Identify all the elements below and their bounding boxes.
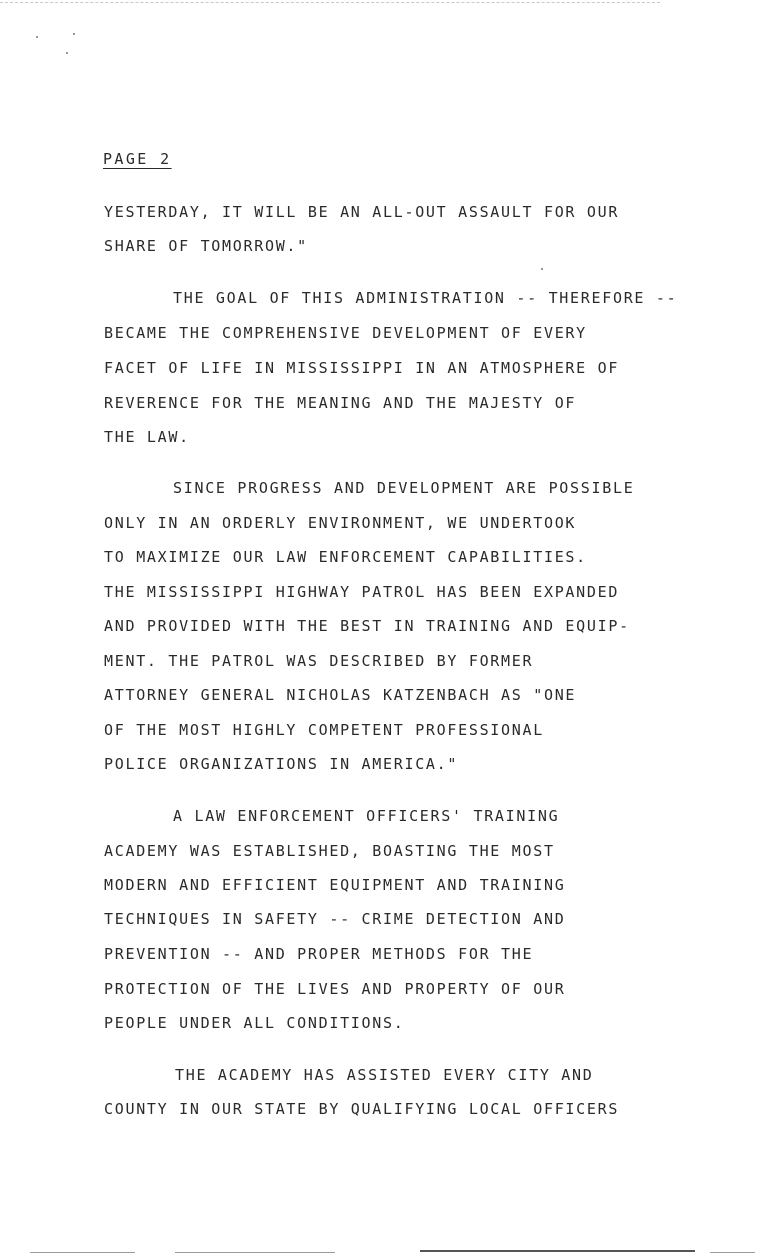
text-line: SINCE PROGRESS AND DEVELOPMENT ARE POSSIBLE [173, 479, 635, 497]
text-line: COUNTY IN OUR STATE BY QUALIFYING LOCAL OFFICERS [104, 1100, 620, 1118]
text-line: THE LAW. [104, 428, 190, 446]
bottom-scan-rule [175, 1252, 335, 1253]
top-edge-perforation [0, 2, 660, 3]
bottom-scan-rule [30, 1252, 135, 1253]
text-line: THE MISSISSIPPI HIGHWAY PATROL HAS BEEN EXPANDED [104, 583, 620, 601]
text-line: BECAME THE COMPREHENSIVE DEVELOPMENT OF EVERY [104, 324, 587, 342]
text-line: PREVENTION -- AND PROPER METHODS FOR THE [104, 945, 534, 963]
text-line: TO MAXIMIZE OUR LAW ENFORCEMENT CAPABILITIES. [104, 548, 587, 566]
text-line: THE GOAL OF THIS ADMINISTRATION -- THEREFORE -- [173, 289, 678, 307]
page-number-header: PAGE 2 [103, 150, 172, 168]
text-line: ACADEMY WAS ESTABLISHED, BOASTING THE MOST [104, 842, 555, 860]
bottom-scan-rule [710, 1252, 755, 1253]
text-line: ATTORNEY GENERAL NICHOLAS KATZENBACH AS "ONE [104, 686, 577, 704]
text-line: A LAW ENFORCEMENT OFFICERS' TRAINING [173, 807, 560, 825]
text-line: POLICE ORGANIZATIONS IN AMERICA." [104, 755, 459, 773]
text-line: SHARE OF TOMORROW." [104, 237, 308, 255]
text-line: ONLY IN AN ORDERLY ENVIRONMENT, WE UNDERTOOK [104, 514, 577, 532]
scan-speck [541, 268, 543, 270]
scan-speck [36, 36, 38, 38]
text-line: THE ACADEMY HAS ASSISTED EVERY CITY AND [175, 1066, 594, 1084]
text-line: PROTECTION OF THE LIVES AND PROPERTY OF OUR [104, 980, 566, 998]
text-line: MENT. THE PATROL WAS DESCRIBED BY FORMER [104, 652, 534, 670]
text-line: MODERN AND EFFICIENT EQUIPMENT AND TRAINING [104, 876, 566, 894]
text-line: OF THE MOST HIGHLY COMPETENT PROFESSIONAL [104, 721, 544, 739]
bottom-scan-rule [420, 1250, 695, 1252]
scan-speck [73, 33, 75, 35]
text-line: REVERENCE FOR THE MEANING AND THE MAJESTY OF [104, 394, 577, 412]
text-line: YESTERDAY, IT WILL BE AN ALL-OUT ASSAULT FOR OUR [104, 203, 620, 221]
scan-speck [66, 52, 68, 54]
text-line: TECHNIQUES IN SAFETY -- CRIME DETECTION AND [104, 910, 566, 928]
text-line: PEOPLE UNDER ALL CONDITIONS. [104, 1014, 405, 1032]
text-line: AND PROVIDED WITH THE BEST IN TRAINING AND EQUIP- [104, 617, 630, 635]
text-line: FACET OF LIFE IN MISSISSIPPI IN AN ATMOSPHERE OF [104, 359, 620, 377]
